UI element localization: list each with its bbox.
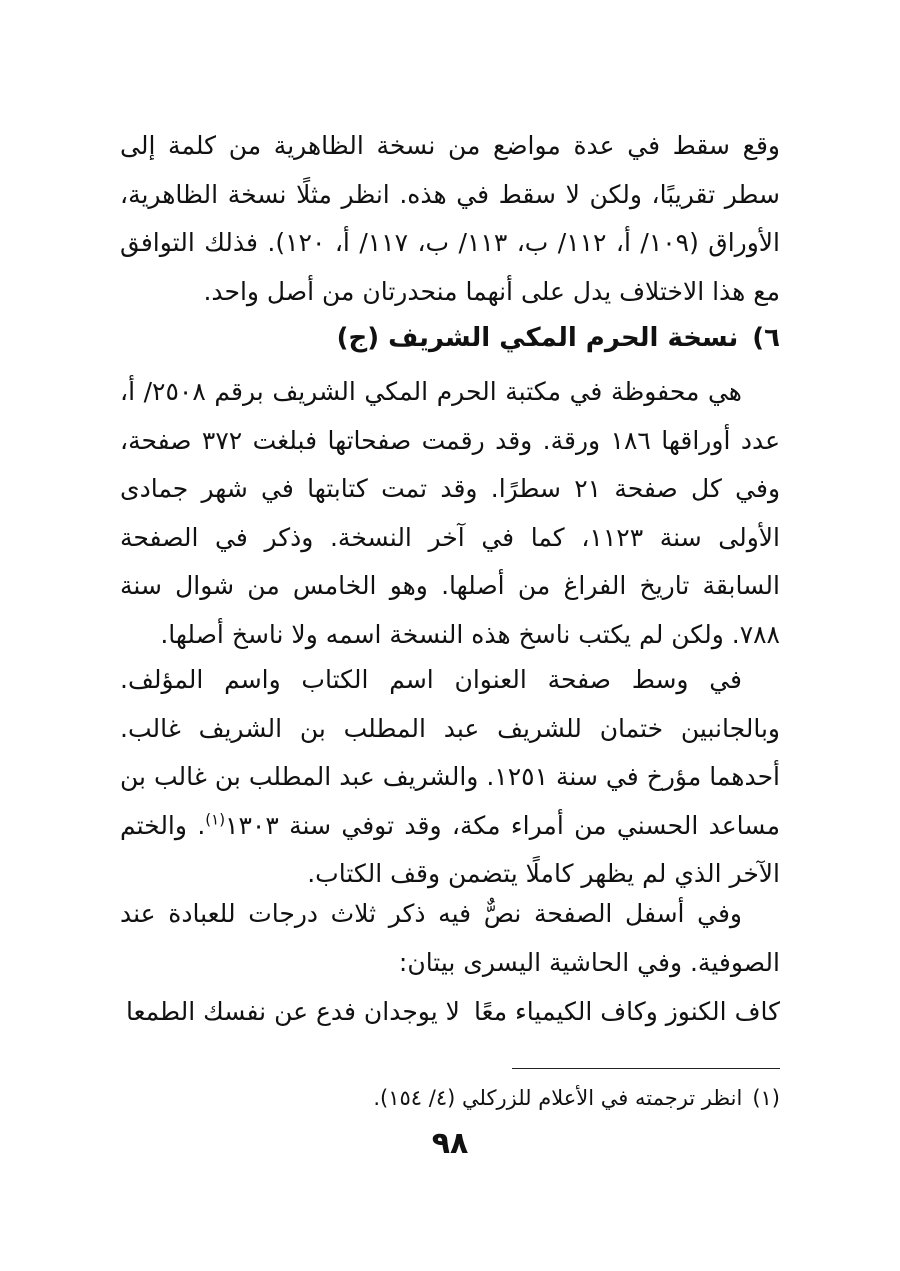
footnote xyxy=(120,1080,780,1116)
paragraph-3-part-2: . والختم الآخر الذي لم يظهر كاملًا يتضمن وقف الكتاب. xyxy=(120,810,780,888)
footnote-number: (١) xyxy=(752,1086,780,1110)
paragraph-2: هي محفوظة في مكتبة الحرم المكي الشريف برقم ٢٥٠٨/ أ، عدد أوراقها ١٨٦ ورقة. وقد رقمت صفحاتها فبلغت ٣٧٢ صفحة، وفي كل صفحة ٢١ سطرًا. وقد تمت كتابتها في شهر جمادى الأولى سنة ١١٢٣، كما في آخر النسخة. وذكر في الصفحة السابقة تاريخ الفراغ من أصلها. وهو الخامس من شوال سنة ٧٨٨. ولكن لم يكتب ناسخ هذه النسخة اسمه ولا ناسخ أصلها. xyxy=(120,377,781,649)
verse-second-hemistich: لا يوجدان فدع عن نفسك الطمعا xyxy=(126,997,460,1026)
page-number: ٩٨ xyxy=(431,1126,469,1161)
section-title: نسخة الحرم المكي الشريف (ج) xyxy=(336,323,739,353)
footnote-reference[interactable]: (١) xyxy=(205,810,226,829)
verse-first-hemistich: كاف الكنوز وكاف الكيمياء معًا xyxy=(474,997,780,1026)
poetry-verse xyxy=(120,988,780,1036)
paragraph-3 xyxy=(120,656,780,899)
paragraph-3-part-1: في وسط صفحة العنوان اسم الكتاب واسم المؤلف. وبالجانبين ختمان للشريف عبد المطلب بن الشريف غالب. أحدهما مؤرخ في سنة ١٢٥١. والشريف عبد المطلب بن غالب بن مساعد الحسني من أمراء مكة، وقد توفي سنة ١٣٠٣ xyxy=(120,665,780,840)
paragraph-1: وقع سقط في عدة مواضع من نسخة الظاهرية من كلمة إلى سطر تقريبًا، ولكن لا سقط في هذه. انظر مثلًا نسخة الظاهرية، الأوراق (١٠٩/ أ، ١١٢/ ب، ١١٣/ ب، ١١٧/ أ، ١٢٠). فذلك التوافق مع هذا الاختلاف يدل على أنهما منحدرتان من أصل واحد. xyxy=(120,131,780,306)
footnote-divider xyxy=(512,1068,780,1069)
section-number: ٦) xyxy=(752,323,780,353)
paragraph-4: وفي أسفل الصفحة نصٌّ فيه ذكر ثلاث درجات للعبادة عند الصوفية. وفي الحاشية اليسرى بيتان: xyxy=(120,899,780,977)
footnote-text: انظر ترجمته في الأعلام للزركلي (٤/ ١٥٤). xyxy=(373,1086,743,1110)
section-heading xyxy=(120,314,780,362)
